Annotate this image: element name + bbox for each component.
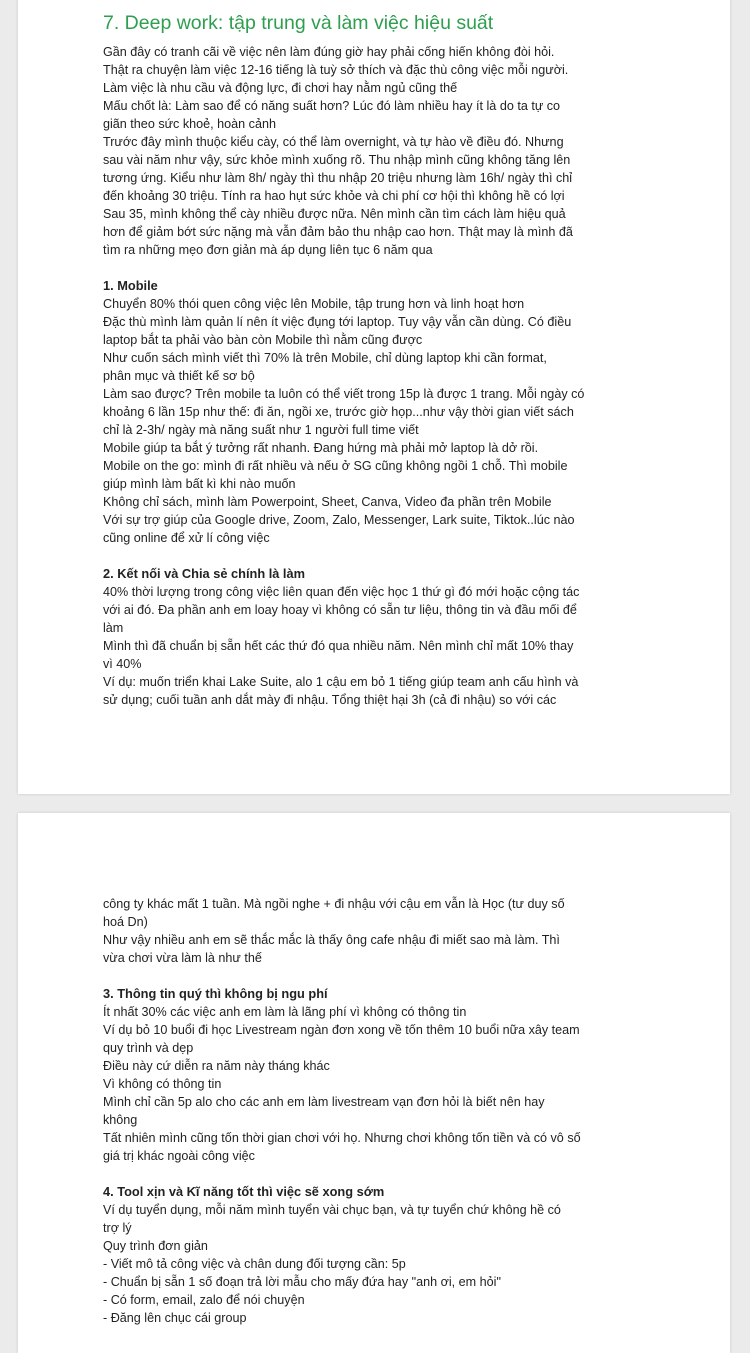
text-line: Làm việc là nhu cầu và động lực, đi chơi hay nằm ngủ cũng thế: [103, 81, 458, 95]
text-line: công ty khác mất 1 tuần. Mà ngồi nghe + đi nhậu với cậu em vẫn là Học (tư duy số: [103, 897, 565, 911]
text-paragraph: [103, 1003, 650, 1165]
text-line: giá trị khác ngoài công việc: [103, 1149, 255, 1163]
text-line: tìm ra những mẹo đơn giản mà áp dụng liên tục 6 năm qua: [103, 243, 433, 257]
text-line: Mobile giúp ta bắt ý tưởng rất nhanh. Đang hứng mà phải mở laptop là dở rồi.: [103, 441, 539, 455]
text-line: Mình thì đã chuẩn bị sẵn hết các thứ đó qua nhiều năm. Nên mình chỉ mất 10% thay: [103, 639, 574, 653]
text-line: Vì không có thông tin: [103, 1077, 222, 1091]
text-line: phân mục và thiết kế sơ bộ: [103, 369, 255, 383]
paragraph-gap: [103, 547, 650, 565]
text-line: cũng online để xử lí công việc: [103, 531, 270, 545]
text-line: Ví dụ: muốn triển khai Lake Suite, alo 1 cậu em bỏ 1 tiếng giúp team anh cấu hình và: [103, 675, 579, 689]
text-line: - Đăng lên chục cái group: [103, 1311, 247, 1325]
page-1-body: [103, 43, 650, 709]
text-line: không: [103, 1113, 138, 1127]
text-line: Mấu chốt là: Làm sao để có năng suất hơn? Lúc đó làm nhiều hay ít là do ta tự co: [103, 99, 561, 113]
text-line: Chuyển 80% thói quen công việc lên Mobile, tập trung hơn và linh hoạt hơn: [103, 297, 525, 311]
text-line: hoá Dn): [103, 915, 148, 929]
text-line: sử dụng; cuối tuần anh dắt mày đi nhậu. Tổng thiệt hại 3h (cả đi nhậu) so với các: [103, 693, 557, 707]
text-line: - Có form, email, zalo để nói chuyện: [103, 1293, 305, 1307]
text-line: vừa chơi vừa làm là như thế: [103, 951, 262, 965]
text-line: vì 40%: [103, 657, 142, 671]
text-line: sau vài năm như vậy, sức khỏe mình xuống rõ. Thu nhập mình cũng không tăng lên: [103, 153, 571, 167]
text-line: Ví dụ tuyển dụng, mỗi năm mình tuyển vài chục bạn, và tự tuyển chứ không hề có: [103, 1203, 561, 1217]
document-title: 7. Deep work: tập trung và làm việc hiệu suất: [103, 12, 494, 34]
section-heading: 1. Mobile: [103, 278, 158, 293]
text-line: Mobile on the go: mình đi rất nhiều và nếu ở SG cũng không ngồi 1 chỗ. Thì mobile: [103, 459, 568, 473]
text-line: Ít nhất 30% các việc anh em làm là lãng phí vì không có thông tin: [103, 1005, 467, 1019]
text-line: Không chỉ sách, mình làm Powerpoint, Sheet, Canva, Video đa phần trên Mobile: [103, 495, 552, 509]
text-line: khoảng 6 lần 15p như thế: đi ăn, ngồi xe, trước giờ họp...như vậy thời gian viết sách: [103, 405, 574, 419]
text-line: Như vậy nhiều anh em sẽ thắc mắc là thấy ông cafe nhậu đi miết sao mà làm. Thì: [103, 933, 560, 947]
paragraph-gap: [103, 1165, 650, 1183]
paragraph-gap: [103, 259, 650, 277]
text-line: Như cuốn sách mình viết thì 70% là trên Mobile, chỉ dùng laptop khi cần format,: [103, 351, 547, 365]
text-paragraph: [103, 43, 650, 259]
text-line: Điều này cứ diễn ra năm này tháng khác: [103, 1059, 330, 1073]
text-paragraph: [103, 895, 650, 967]
text-line: giúp mình làm bất kì khi nào muốn: [103, 477, 296, 491]
text-line: Với sự trợ giúp của Google drive, Zoom, Zalo, Messenger, Lark suite, Tiktok..lúc nào: [103, 513, 575, 527]
text-line: Gần đây có tranh cãi về việc nên làm đúng giờ hay phải cống hiến không đòi hỏi.: [103, 45, 555, 59]
text-line: Tất nhiên mình cũng tốn thời gian chơi với họ. Nhưng chơi không tốn tiền và có vô số: [103, 1131, 581, 1145]
document-page-1: [18, 0, 730, 794]
text-line: Trước đây mình thuộc kiểu cày, có thể làm overnight, và tự hào về điều đó. Nhưng: [103, 135, 564, 149]
text-line: tương ứng. Kiểu như làm 8h/ ngày thì thu nhập 20 triệu nhưng làm 16h/ ngày thì chỉ: [103, 171, 573, 185]
text-line: trợ lý: [103, 1221, 132, 1235]
document-page-2: [18, 813, 730, 1353]
text-line: hơn để giảm bớt sức nặng mà vẫn đảm bảo thu nhập cao hơn. Thật may là mình đã: [103, 225, 573, 239]
page-1-content: [103, 10, 650, 709]
text-line: 40% thời lượng trong công việc liên quan đến việc học 1 thứ gì đó mới hoặc cộng tác: [103, 585, 580, 599]
text-line: Sau 35, mình không thể cày nhiều được nữa. Nên mình cần tìm cách làm hiệu quả: [103, 207, 566, 221]
text-line: đến khoảng 30 triệu. Tính ra hao hụt sức khỏe và chi phí cơ hội thì không hề có lợi: [103, 189, 565, 203]
text-line: - Viết mô tả công việc và chân dung đối tượng cần: 5p: [103, 1257, 406, 1271]
page-2-content: [103, 895, 650, 1327]
text-line: Đặc thù mình làm quản lí nên ít việc đụng tới laptop. Tuy vậy vẫn cần dùng. Có điều: [103, 315, 572, 329]
text-line: làm: [103, 621, 124, 635]
text-line: với ai đó. Đa phần anh em loay hoay vì không có sẵn tư liệu, thông tin và đầu mối để: [103, 603, 577, 617]
section-heading: 3. Thông tin quý thì không bị ngu phí: [103, 986, 328, 1001]
text-line: Mình chỉ cần 5p alo cho các anh em làm livestream vạn đơn hỏi là biết nên hay: [103, 1095, 545, 1109]
section-heading: 4. Tool xịn và Kĩ năng tốt thì việc sẽ xong sớm: [103, 1184, 385, 1199]
text-line: - Chuẩn bị sẵn 1 số đoạn trả lời mẫu cho mấy đứa hay "anh ơi, em hỏi": [103, 1275, 501, 1289]
paragraph-gap: [103, 967, 650, 985]
text-line: Thật ra chuyện làm việc 12-16 tiếng là tuỳ sở thích và đặc thù công việc mỗi người.: [103, 63, 569, 77]
text-line: giãn theo sức khoẻ, hoàn cảnh: [103, 117, 276, 131]
text-line: quy trình và dẹp: [103, 1041, 194, 1055]
text-line: laptop bắt ta phải vào bàn còn Mobile thì nằm cũng được: [103, 333, 423, 347]
text-paragraph: [103, 1201, 650, 1327]
text-paragraph: [103, 295, 650, 547]
section-heading: 2. Kết nối và Chia sẻ chính là làm: [103, 566, 305, 581]
text-line: chỉ là 2-3h/ ngày mà năng suất như 1 người full time viết: [103, 423, 419, 437]
text-paragraph: [103, 583, 650, 709]
page-2-body: [103, 895, 650, 1327]
text-line: Làm sao được? Trên mobile ta luôn có thể viết trong 15p là được 1 trang. Mỗi ngày có: [103, 387, 585, 401]
text-line: Quy trình đơn giản: [103, 1239, 208, 1253]
text-line: Ví dụ bỏ 10 buổi đi học Livestream ngàn đơn xong về tốn thêm 10 buổi nữa xây team: [103, 1023, 580, 1037]
